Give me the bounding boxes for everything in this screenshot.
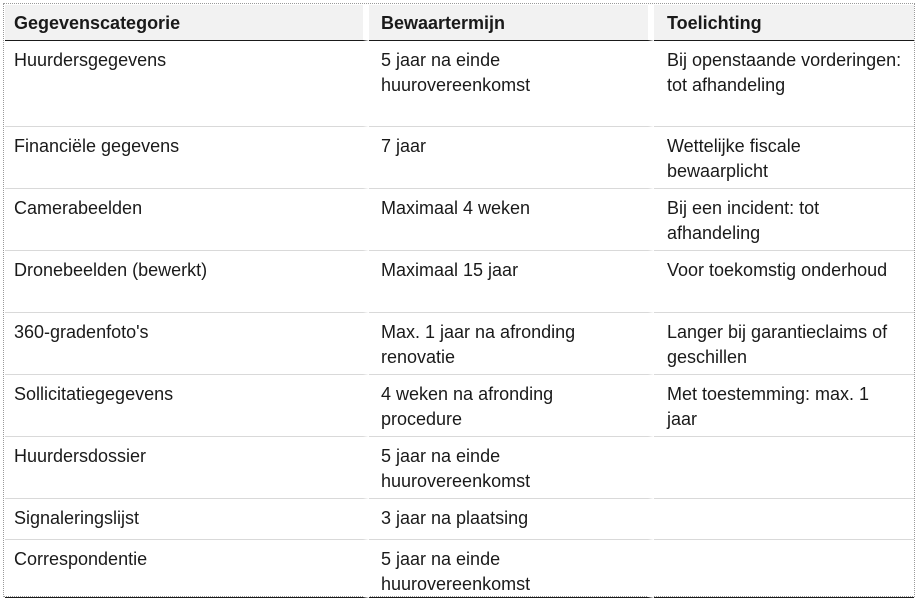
cell-explanation: Voor toekomstig onderhoud [654, 251, 914, 313]
table-row [5, 251, 914, 313]
cell-explanation [654, 499, 914, 540]
cell-explanation [654, 437, 914, 499]
cell-category: Huurdersgegevens [5, 41, 369, 127]
cell-retention-period: Maximaal 4 weken [369, 189, 654, 251]
cell-category: Dronebeelden (bewerkt) [5, 251, 369, 313]
header-retention-period: Bewaartermijn [369, 5, 654, 41]
cell-retention-period: 5 jaar na einde huurovereenkomst [369, 41, 654, 127]
cell-category: Financiële gegevens [5, 127, 369, 189]
cell-explanation: Bij een incident: tot afhandeling [654, 189, 914, 251]
table-header-row [5, 5, 914, 41]
cell-retention-period: 7 jaar [369, 127, 654, 189]
header-category: Gegevenscategorie [5, 5, 369, 41]
table-row [5, 540, 914, 598]
cell-retention-period: 5 jaar na einde huurovereenkomst [369, 540, 654, 598]
table-row [5, 499, 914, 540]
cell-explanation: Wettelijke fiscale bewaarplicht [654, 127, 914, 189]
table-row [5, 127, 914, 189]
cell-category: Sollicitatiegegevens [5, 375, 369, 437]
header-explanation: Toelichting [654, 5, 914, 41]
retention-table [5, 5, 914, 598]
cell-category: Signaleringslijst [5, 499, 369, 540]
table-row [5, 375, 914, 437]
table-row [5, 41, 914, 127]
cell-retention-period: 5 jaar na einde huurovereenkomst [369, 437, 654, 499]
cell-explanation: Met toestemming: max. 1 jaar [654, 375, 914, 437]
cell-category: Huurdersdossier [5, 437, 369, 499]
cell-explanation [654, 540, 914, 598]
table-row [5, 313, 914, 375]
cell-retention-period: Max. 1 jaar na afronding renovatie [369, 313, 654, 375]
table-row [5, 189, 914, 251]
cell-retention-period: 3 jaar na plaatsing [369, 499, 654, 540]
cell-retention-period: Maximaal 15 jaar [369, 251, 654, 313]
table-row [5, 437, 914, 499]
cell-explanation: Langer bij garantieclaims of geschillen [654, 313, 914, 375]
cell-retention-period: 4 weken na afronding procedure [369, 375, 654, 437]
cell-category: Correspondentie [5, 540, 369, 598]
cell-category: Camerabeelden [5, 189, 369, 251]
cell-explanation: Bij openstaande vorderingen: tot afhandeling [654, 41, 914, 127]
cell-category: 360-gradenfoto's [5, 313, 369, 375]
